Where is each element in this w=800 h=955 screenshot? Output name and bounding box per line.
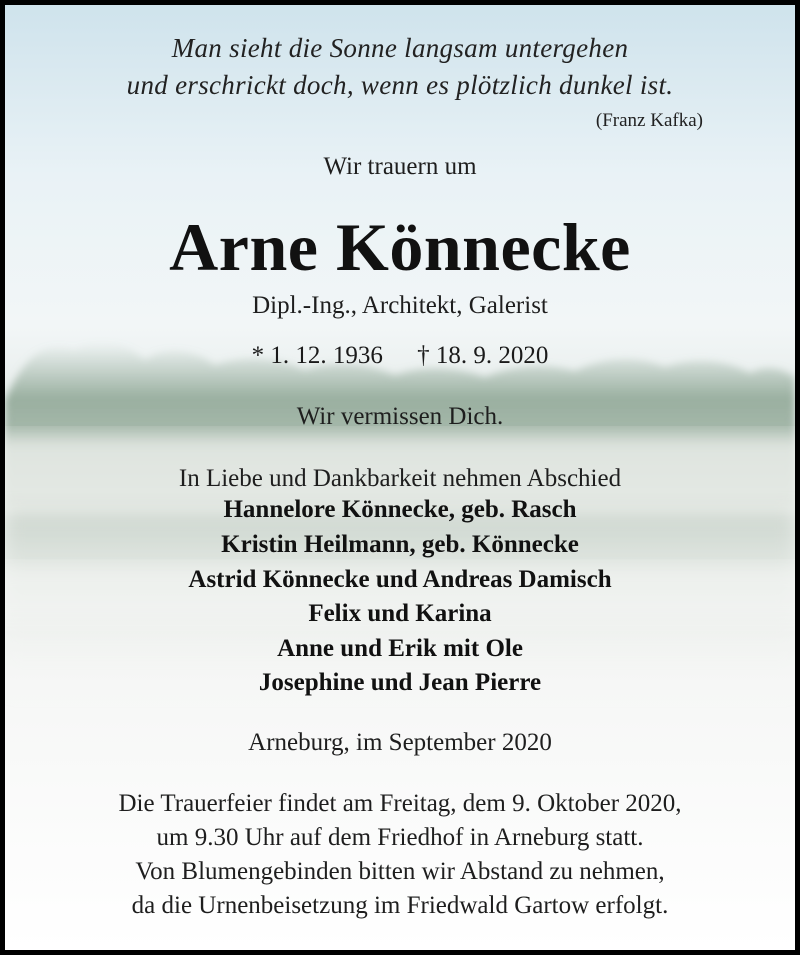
deceased-name: Arne Könnecke (169, 209, 631, 285)
ceremony-line-2: um 9.30 Uhr auf dem Friedhof in Arneburg statt. (156, 824, 644, 851)
miss-line: Wir vermissen Dich. (296, 403, 504, 430)
mourner-5: Anne und Erik mit Ole (277, 635, 523, 662)
mourner-3: Astrid Könnecke und Andreas Damisch (188, 566, 612, 593)
mourner-6: Josephine und Jean Pierre (258, 669, 542, 696)
ceremony-line-3: Von Blumengebinden bitten wir Abstand zu nehmen, (135, 858, 665, 885)
mourner-2: Kristin Heilmann, geb. Könnecke (221, 531, 579, 558)
life-dates (5, 342, 795, 370)
obituary-notice (5, 5, 795, 950)
ceremony-line-4: da die Urnenbeisetzung im Friedwald Gartow erfolgt. (131, 892, 669, 919)
place-date: Arneburg, im September 2020 (248, 729, 552, 756)
quote-line-2: und erschrickt doch, wenn es plötzlich dunkel ist. (126, 70, 674, 100)
mourner-4: Felix und Karina (308, 600, 492, 627)
farewell-line: In Liebe und Dankbarkeit nehmen Abschied (178, 465, 622, 492)
death-date: † 18. 9. 2020 (417, 342, 549, 369)
birth-date: * 1. 12. 1936 (251, 342, 383, 369)
intro-line: Wir trauern um (323, 153, 477, 180)
deceased-title: Dipl.-Ing., Architekt, Galerist (252, 292, 548, 319)
ceremony-line-1: Die Trauerfeier findet am Freitag, dem 9. Oktober 2020, (118, 790, 682, 817)
mourner-1: Hannelore Könnecke, geb. Rasch (223, 496, 577, 523)
quote-author: (Franz Kafka) (595, 110, 703, 131)
quote-line-1: Man sieht die Sonne langsam untergehen (171, 33, 629, 63)
